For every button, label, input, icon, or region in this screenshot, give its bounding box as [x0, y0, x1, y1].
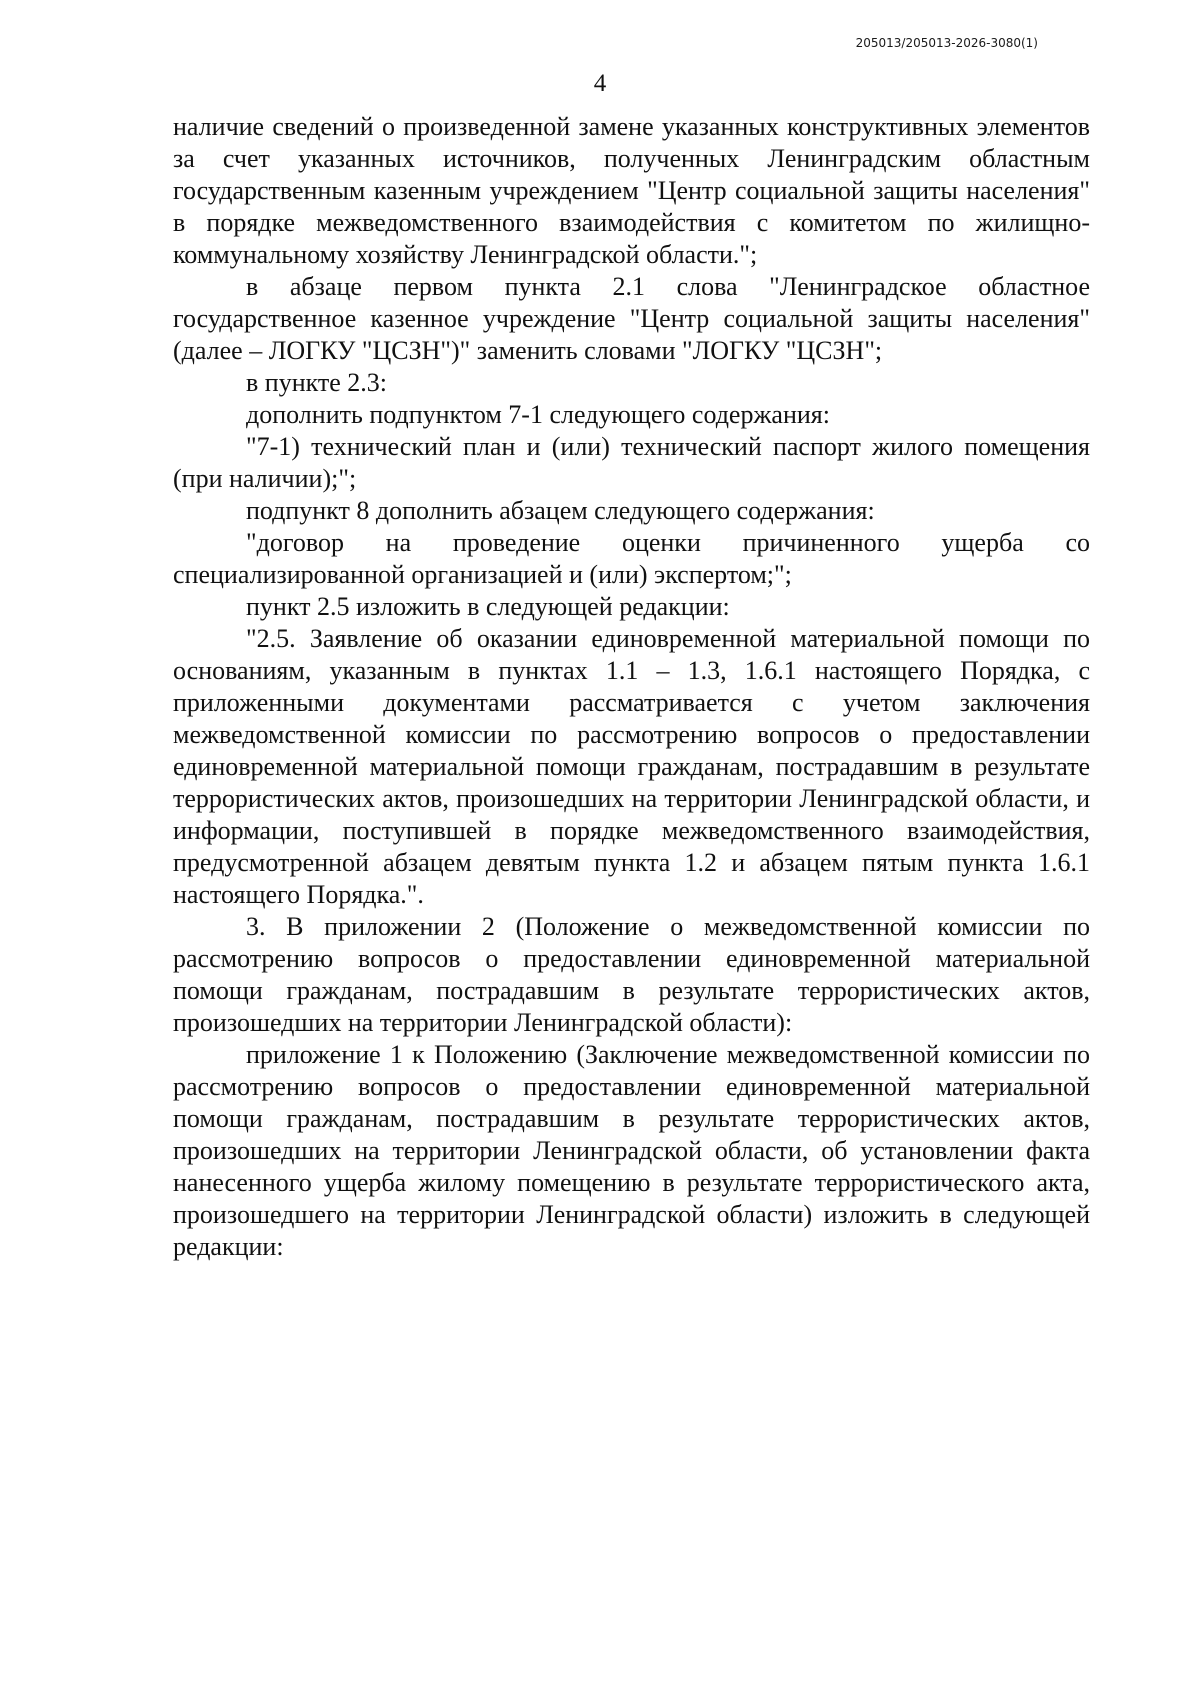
document-id: 205013/205013-2026-3080(1)	[855, 36, 1038, 50]
page-number: 4	[593, 70, 607, 97]
paragraph-item-2-3: в пункте 2.3:	[246, 368, 388, 397]
paragraph-item-2-5: пункт 2.5 изложить в следующей редакции:	[246, 592, 730, 621]
paragraph-subitem-8: подпункт 8 дополнить абзацем следующего содержания:	[246, 496, 875, 525]
paragraph-replacement-info: наличие сведений о произведенной замене указанных конструктивных элементов за счет указанных источников, полученных Ленинградским областным государственным казенным учреждением "Центр социальной защиты населения" в порядке межведомственного взаимодействия с комитетом по жилищно-коммунальному хозяйству Ленинградской области.";	[173, 112, 1090, 269]
paragraph-subitem-8-text: "договор на проведение оценки причиненного ущерба со специализированной организацией и (или) экспертом;";	[173, 528, 1090, 589]
paragraph-item-2-5-text: "2.5. Заявление об оказании единовременной материальной помощи по основаниям, указанным в пунктах 1.1 – 1.3, 1.6.1 настоящего Порядка, с приложенными документами рассматривается с учетом заключения межведомственной комиссии по рассмотрению вопросов о предоставлении единовременной материальной помощи гражданам, пострадавшим в результате террористических актов, произошедших на территории Ленинградской области, и информации, поступившей в порядке межведомственного взаимодействия, предусмотренной абзацем девятым пункта 1.2 и абзацем пятым пункта 1.6.1 настоящего Порядка.".	[173, 624, 1090, 909]
paragraph-item-2-1: в абзаце первом пункта 2.1 слова "Ленинградское областное государственное казенное учреждение "Центр социальной защиты населения" (далее – ЛОГКУ "ЦСЗН")" заменить словами "ЛОГКУ "ЦСЗН";	[173, 272, 1090, 365]
document-body	[173, 111, 1090, 1263]
paragraph-subitem-7-1-text: "7-1) технический план и (или) технический паспорт жилого помещения (при наличии);";	[173, 432, 1090, 493]
paragraph-add-subitem-7-1: дополнить подпунктом 7-1 следующего содержания:	[246, 400, 830, 429]
paragraph-appendix-2: 3. В приложении 2 (Положение о межведомственной комиссии по рассмотрению вопросов о предоставлении единовременной материальной помощи гражданам, пострадавшим в результате террористических актов, произошедших на территории Ленинградской области):	[173, 912, 1090, 1037]
paragraph-appendix-1-to-regulation: приложение 1 к Положению (Заключение межведомственной комиссии по рассмотрению вопросов о предоставлении единовременной материальной помощи гражданам, пострадавшим в результате террористических актов, произошедших на территории Ленинградской области, об установлении факта нанесенного ущерба жилому помещению в результате террористического акта, произошедшего на территории Ленинградской области) изложить в следующей редакции:	[173, 1040, 1090, 1261]
